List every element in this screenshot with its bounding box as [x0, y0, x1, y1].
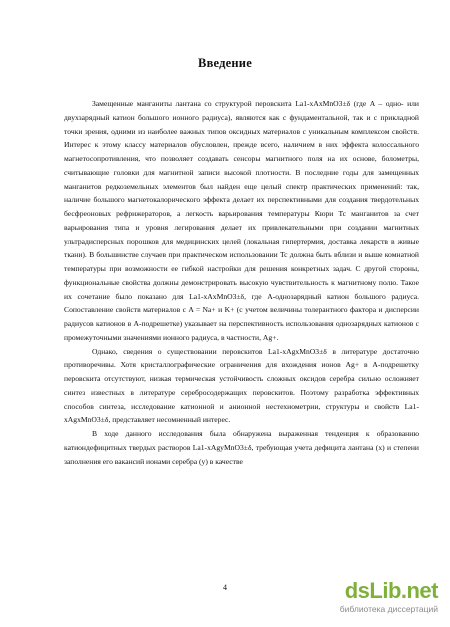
- page-number: 4: [223, 583, 227, 592]
- paragraph: Однако, сведения о существовании перовскитов La1-xAgxMnO3±δ в литературе достаточно противоречивы. Хотя кристаллографические ограничения для вхождения ионов Ag+ в A-подрешетку перовскита отсутствуют, низкая термическая устойчивость сложных оксидов серебра сильно осложняет синтез известных в литературе серебросодержащих перовскитов. Поэтому разработка эффективных способов синтеза, исследование катионной и анионной нестехиометрии, структуры и свойств La1-xAgxMnO3±δ, представляет несомненный интерес.: [64, 346, 419, 425]
- paragraph: В ходе данного исследования была обнаружена выраженная тенденция к образованию катиондефицитных твердых растворов La1-xAgyMnO3±δ, требующая учета дефицита лантана (x) и степени заполнения его вакансий ионами серебра (y) в качестве: [64, 429, 419, 466]
- watermark[interactable]: [338, 579, 438, 619]
- page-title: Введение: [198, 56, 252, 70]
- watermark-logo[interactable]: dsLib.net: [344, 578, 438, 603]
- watermark-subtitle: библиотека диссертаций: [339, 604, 438, 614]
- paragraph: Замещенные манганиты лантана со структурой перовскита La1-xAxMnO3±δ (где A – одно- или двухзарядный катион большого ионного радиуса), являются как с фундаментальной, так и с прикладной точки зрения, одними из наиболее важных типов оксидных материалов с уникальным комплексом свойств. Интерес к этому классу материалов обусловлен, прежде всего, наличием в них эффекта колоссального магнетосопротивления, что позволяет создавать сенсоры магнитного поля на их основе, болометры, считывающие головки для магнитной записи высокой плотности. В последние годы для замещенных манганитов редкоземельных элементов был найден еще целый спектр практических применений: так, наличие большого магнетокалорического эффекта делает их перспективными для создания твердотельных бесфреоновых рефрижераторов, а легкость варьирования температуры Кюри Tc манганитов за счет варьирования типа и уровня легирования делает их привлекательными при создании магнитных ультрадисперсных порошков для медицинских целей (локальная гипертермия, доставка лекарств в живые ткани). В большинстве случаев при практическом использовании Tc должна быть вблизи и выше комнатной температуры при возможности ее гибкой настройки для решения конкретных задач. С другой стороны, функциональные свойства должны демонстрировать высокую чувствительность к магнитному полю. Такое их сочетание было показано для La1-xAxMnO3±δ, где A-однозарядный катион большого радиуса. Сопоставление свойств материалов с A = Na+ и K+ (с учетом величины толерантного фактора и дисперсии радиусов катионов в A-подрешетке) указывает на перспективность использования однозарядных катионов с промежуточными значениями ионного радиуса, в частности, Ag+.: [64, 99, 419, 342]
- document-body: [64, 97, 419, 468]
